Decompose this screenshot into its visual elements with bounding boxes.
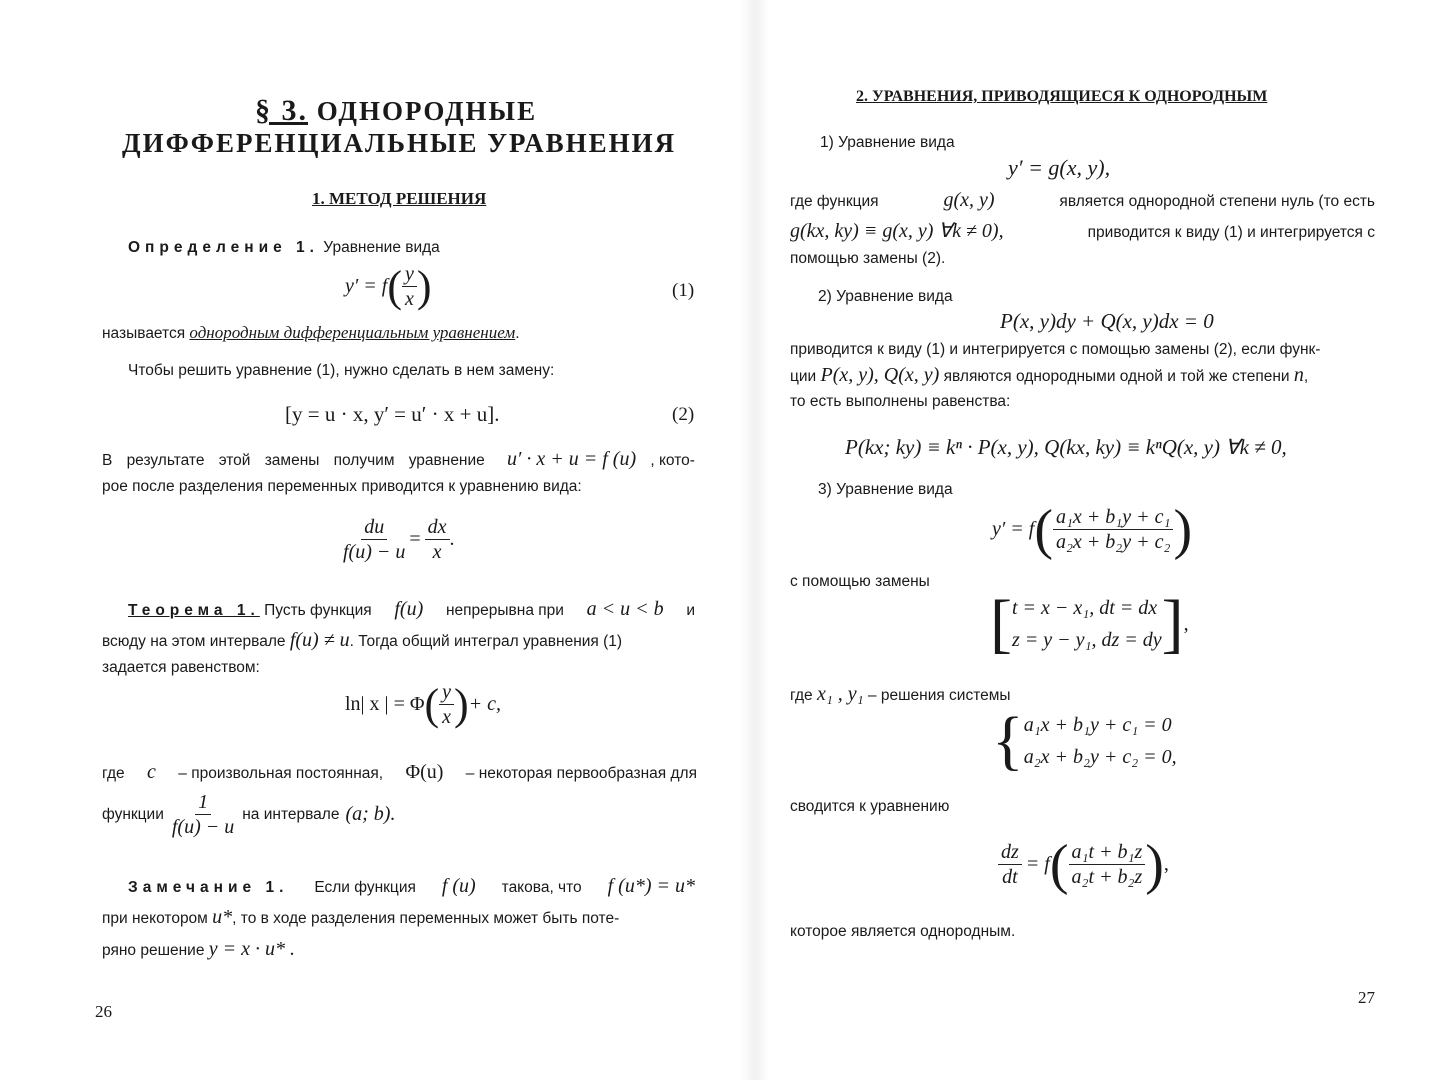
paragraph-line: 3) Уравнение вида (818, 481, 953, 498)
paragraph-line: рое после разделения переменных приводится к уравнению вида: (102, 478, 582, 495)
fraction (1053, 505, 1173, 554)
called-line (102, 323, 520, 344)
section-heading: 1. МЕТОД РЕШЕНИЯ (312, 189, 487, 208)
numerator: dx (425, 515, 450, 540)
eq-rhs: + c, (468, 693, 502, 715)
paragraph-line: 1) Уравнение вида (820, 134, 955, 151)
text: где (102, 765, 125, 782)
equation (998, 833, 1169, 896)
math: Φ(u) (405, 761, 444, 783)
eq-lhs: ln| x | = Φ (345, 693, 425, 715)
word: результате (126, 452, 205, 469)
word: В (102, 452, 113, 469)
page-number: 26 (95, 1002, 112, 1021)
paragraph-line (102, 939, 295, 961)
paragraph-line: то есть выполнены равенства: (790, 393, 1011, 410)
row: z = y − y₁, dz = dy (1011, 629, 1162, 651)
numerator: 1 (195, 790, 211, 815)
equation-number: (1) (672, 280, 695, 301)
denominator: a₂t + b₂z (1071, 866, 1143, 888)
comma: , (1163, 853, 1169, 875)
comma: , (1183, 612, 1189, 635)
definition-label: Определение 1. (128, 239, 319, 256)
bracket: [ (990, 587, 1012, 660)
text: Если функция (314, 879, 416, 896)
eq-lhs: y′ = f (992, 518, 1035, 540)
word: этой (218, 452, 251, 469)
stack (1012, 592, 1162, 656)
text: – произвольная постоянная, (178, 765, 384, 782)
paragraph-line: 2) Уравнение вида (818, 288, 953, 305)
denominator: f(u) − u (171, 816, 235, 838)
text: является однородной степени нуль (то есть (1059, 193, 1375, 210)
math: (a; b). (345, 803, 396, 825)
term: однородным дифференциальным уравнением (189, 323, 516, 342)
math: f(u) (394, 598, 424, 620)
numerator: a₁x + b₁y + c₁ (1053, 505, 1173, 530)
denominator: a₂x + b₂y + c₂ (1055, 531, 1171, 553)
paragraph-line: приводится к виду (1) и интегрируется с помощью замены (2), если функ- (790, 341, 1321, 358)
remark-label: Замечание 1. (128, 879, 289, 896)
definition-text: Уравнение вида (323, 239, 440, 256)
chapter-title-word: ОДНОРОДНЫЕ (316, 96, 538, 126)
numerator: dz (998, 840, 1022, 865)
right-page (770, 0, 1438, 1080)
numerator: du (361, 515, 387, 540)
math: n (1293, 364, 1304, 386)
text: непрерывна при (445, 602, 564, 619)
text: при некотором (102, 910, 208, 927)
book-gutter (740, 0, 770, 1080)
text: . Тогда общий интеграл уравнения (1) (349, 633, 623, 650)
paragraph-line (102, 907, 619, 929)
text: функции (102, 805, 164, 823)
word: уравнение (408, 452, 485, 469)
stack (1024, 709, 1177, 773)
text: на интервале (242, 805, 340, 823)
row: t = x − x₁, dt = dx (1011, 597, 1158, 619)
paragraph-line (102, 449, 695, 471)
equation (992, 498, 1193, 561)
paragraph-line (790, 684, 1011, 706)
fraction (172, 790, 234, 839)
fraction (439, 680, 454, 729)
text: , (1303, 368, 1309, 385)
math: g(kx, ky) ≡ g(x, y) ∀k ≠ 0), (790, 220, 1004, 242)
substitution-system (990, 587, 1189, 660)
equation-3 (343, 515, 455, 564)
page-number: 27 (1358, 988, 1375, 1007)
section-heading: 2. УРАВНЕНИЯ, ПРИВОДЯЩИЕСЯ К ОДНОРОДНЫМ (856, 88, 1268, 105)
math: x₁ , y₁ (816, 683, 864, 705)
theorem-label: Теорема 1. (128, 602, 260, 619)
paragraph-line: с помощью замены (790, 573, 930, 590)
text: всюду на этом интервале (102, 633, 286, 650)
text: где (790, 687, 813, 704)
paragraph-line (102, 790, 395, 839)
fraction (1069, 840, 1146, 889)
numerator: a₁t + b₁z (1069, 840, 1146, 865)
paragraph-line: помощью замены (2). (790, 250, 946, 267)
brace: { (992, 704, 1024, 777)
text: , то в ходе разделения переменных может быть поте- (232, 910, 620, 927)
math: f(u) ≠ u (289, 629, 350, 651)
paragraph-line: которое является однородным. (790, 923, 1016, 940)
eq-mid: = f (1025, 853, 1050, 875)
paragraph-line (790, 190, 1375, 212)
fraction (998, 840, 1022, 889)
paren: ( (387, 261, 402, 311)
bracket: ] (1161, 587, 1184, 660)
denominator: x (404, 288, 414, 310)
math: a < u < b (586, 598, 664, 620)
numerator: y (439, 680, 454, 705)
denominator: f(u) − u (343, 541, 406, 563)
period: . (449, 528, 455, 550)
math: u* (212, 906, 233, 928)
math: f (u) (441, 875, 476, 897)
equation-number: (2) (672, 404, 695, 425)
paren: ) (454, 679, 469, 729)
paragraph-line: задается равенством: (102, 659, 260, 676)
equation: P(kx; ky) ≡ kⁿ · P(x, y), Q(kx, ky) ≡ kⁿQ(x, y) ∀k ≠ 0, (845, 435, 1287, 459)
theorem-line (128, 599, 695, 621)
text: такова, что (501, 879, 582, 896)
paren: ) (1145, 833, 1164, 896)
text: ряно решение (102, 942, 205, 959)
paren: ) (1173, 498, 1193, 561)
paragraph-line (790, 221, 1375, 243)
chapter-title-line1 (255, 94, 537, 128)
chapter-title-line2: ДИФФЕРЕНЦИАЛЬНЫЕ УРАВНЕНИЯ (122, 128, 677, 158)
fraction (402, 262, 417, 311)
chapter-number: § 3. (255, 94, 308, 127)
equals: = (409, 528, 421, 550)
equation-1 (345, 262, 432, 311)
denominator: x (442, 706, 452, 728)
text: , кото- (650, 452, 695, 469)
fraction (343, 515, 405, 564)
text: – некоторая первообразная для (465, 765, 697, 782)
text: где функция (790, 193, 879, 210)
equation-4 (345, 680, 501, 729)
text: и (686, 602, 695, 619)
paren: ) (416, 261, 432, 311)
word: получим (333, 452, 395, 469)
math: y = x · u* . (208, 938, 296, 960)
text: называется (102, 325, 186, 342)
paragraph-line: сводится к уравнению (790, 798, 950, 815)
fraction (425, 515, 450, 564)
math: P(x, y), Q(x, y) (820, 364, 940, 386)
text: Пусть функция (264, 602, 372, 619)
text: ции (790, 368, 817, 385)
math: g(x, y) (943, 189, 995, 211)
equation: P(x, y)dy + Q(x, y)dx = 0 (1000, 309, 1214, 333)
paren: ( (424, 679, 440, 729)
word: замены (264, 452, 320, 469)
text: являются однородными одной и той же степени (943, 368, 1290, 385)
paragraph-line: Чтобы решить уравнение (1), нужно сделать в нем замену: (128, 362, 555, 379)
paragraph-line (102, 762, 697, 784)
definition-line (128, 238, 440, 258)
denominator: dt (1002, 866, 1018, 888)
math: f (u*) = u* (607, 875, 695, 897)
paren: ( (1034, 498, 1053, 561)
denominator: x (432, 541, 442, 563)
text: – решения системы (867, 687, 1011, 704)
numerator: y (402, 262, 417, 287)
remark-line (128, 876, 695, 898)
math: u′ · x + u = f (u) (507, 448, 637, 470)
equation-system (992, 704, 1177, 777)
equation: y′ = g(x, y), (1008, 155, 1111, 180)
paragraph-line (102, 630, 622, 652)
row: a₂x + b₂y + c₂ = 0, (1023, 746, 1177, 768)
paren: ( (1049, 833, 1069, 896)
text: приводится к виду (1) и интегрируется с (1087, 224, 1375, 241)
paragraph-line (790, 365, 1308, 387)
equation-2: [y = u · x, y′ = u′ · x + u]. (285, 402, 500, 426)
row: a₁x + b₁y + c₁ = 0 (1023, 714, 1172, 736)
math: c (147, 761, 156, 783)
eq-lhs: y′ = f (345, 275, 388, 297)
text: . (515, 325, 520, 342)
